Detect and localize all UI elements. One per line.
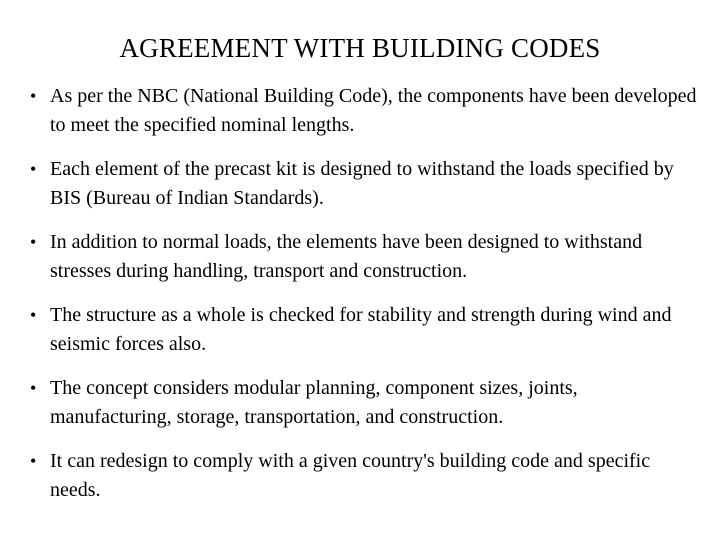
bullet-item	[30, 155, 700, 213]
bullet-icon: •	[30, 451, 37, 471]
bullet-text: It can redesign to comply with a given country's building code and specific needs.	[50, 450, 651, 501]
bullet-text: The concept considers modular planning, component sizes, joints, manufacturing, storage, transportation, and construction.	[50, 377, 578, 428]
bullet-icon: •	[30, 86, 37, 106]
bullet-item	[30, 82, 700, 140]
bullet-icon: •	[30, 378, 37, 398]
bullet-text: Each element of the precast kit is designed to withstand the loads specified by BIS (Bureau of Indian Standards).	[50, 158, 674, 209]
bullet-text: As per the NBC (National Building Code), the components have been developed to meet the specified nominal lengths.	[50, 85, 697, 136]
bullet-item	[30, 447, 700, 505]
slide-title: AGREEMENT WITH BUILDING CODES	[119, 33, 601, 63]
bullet-icon: •	[30, 232, 37, 252]
bullet-list	[30, 82, 700, 520]
bullet-text: In addition to normal loads, the elements have been designed to withstand stresses during handling, transport and construction.	[50, 231, 643, 282]
bullet-item	[30, 228, 700, 286]
bullet-text: The structure as a whole is checked for stability and strength during wind and seismic forces also.	[50, 304, 672, 355]
bullet-icon: •	[30, 159, 37, 179]
bullet-item	[30, 301, 700, 359]
bullet-icon: •	[30, 305, 37, 325]
bullet-item	[30, 374, 700, 432]
